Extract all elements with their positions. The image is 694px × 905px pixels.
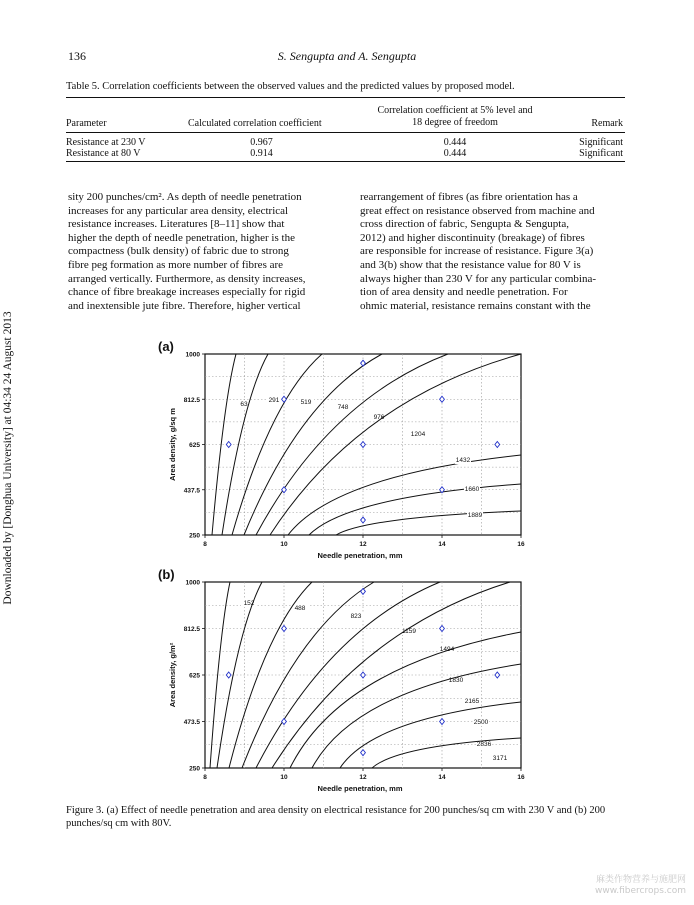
panel-b-x-axis-title: Needle penetration, mm [317,784,403,793]
panel-a-x-tick-label: 12 [359,541,367,548]
panel-b-contour-label: 1159 [402,628,416,635]
panel-b-x-tick-label: 8 [203,774,207,781]
table-cell-calculated: 0.914 [250,148,273,159]
panel-b-y-tick-label: 1000 [185,579,200,587]
text-line: are responsible for increase of resistance. Figure 3(a) [360,245,594,258]
panel-a-label: (a) [158,339,174,354]
text-line: ohmic material, resistance remains constant with the [360,299,591,312]
watermark [595,875,686,897]
page-number: 136 [68,49,86,63]
panel-a-y-tick-label: 812.5 [183,396,200,404]
table-caption: Table 5. Correlation coefficients between the observed values and the predicted values by proposed model. [66,81,515,92]
text-line: compactness (bulk density) of fabric due to strong [68,245,289,258]
table-cell-level: 0.444 [443,137,467,148]
panel-b-contour-label: 823 [350,613,362,620]
panel-a-contour-label: 1204 [410,431,426,438]
panel-a-x-tick-label: 10 [280,541,288,548]
col-header-remark: Remark [591,118,623,129]
panel-a-x-tick-label: 14 [438,541,446,548]
table-cell-level: 0.444 [443,148,467,159]
panel-b-x-tick-label: 14 [438,774,446,781]
panel-b-y-tick-label: 812.5 [183,626,200,633]
download-notice: Downloaded by [Donghua University] at 04:34 24 August 2013 [2,311,14,605]
panel-a-y-tick-label: 437.5 [183,487,200,495]
figure-caption: Figure 3. (a) Effect of needle penetration and area density on electrical resistance for 200 punches/sq cm with 230 V and (b) 200 punches/sq cm with 80V. [66,805,606,829]
panel-a-contour-label: 748 [337,404,349,411]
panel-b-contour-label: 488 [294,605,306,612]
panel-a-x-tick-label: 8 [203,541,207,548]
panel-a-contour-label: 519 [300,399,312,406]
watermark-line-1: 麻类作物营养与施肥网 [595,875,686,885]
table-cell-parameter: Resistance at 80 V [66,148,141,159]
panel-b-x-tick-label: 16 [517,774,525,781]
panel-b-x-tick-label: 12 [359,774,367,781]
text-line: 2012) and higher discontinuity (breakage) of fibres [360,231,585,244]
panel-b-y-axis-title: Area density, g/m² [168,642,177,708]
col-header-calculated: Calculated correlation coefficient [188,118,322,129]
text-line: tion of area density and needle penetration. For [360,286,568,299]
panel-b-contour-label: 1494 [439,646,455,653]
col-header-parameter: Parameter [66,118,107,129]
panel-a-y-tick-label: 250 [189,532,200,540]
panel-b-x-tick-label: 10 [280,774,288,781]
panel-b-y-tick-label: 250 [189,765,200,773]
text-line: and inextensible jute fibre. Therefore, higher vertical [68,299,301,312]
panel-a-contour-label: 1660 [464,486,480,493]
panel-b-contour-label: 2500 [473,719,489,726]
col-header-level-line1: Correlation coefficient at 5% level and [377,105,533,116]
panel-a-y-axis-title: Area density, g/sq m [168,408,177,481]
panel-b-y-tick-label: 625 [189,672,200,680]
panel-a-contour-label: 976 [373,414,385,421]
panel-b-contour-label: 152 [243,600,255,607]
panel-a-contour-label: 1432 [455,457,471,464]
panel-a-contour-label: 63 [240,401,248,408]
panel-b-contour-label: 2165 [464,698,480,705]
panel-b-contour-label: 3171 [492,755,508,762]
table-cell-remark: Significant [579,137,623,148]
text-line: and 3(b) show that the resistance value for 80 V is [360,258,581,271]
panel-b-contour-label: 1830 [448,677,464,684]
panel-a-x-tick-label: 16 [517,541,525,548]
text-line: rearrangement of fibres (as fibre orientation has a [360,191,578,203]
panel-a-contour-label: 1889 [467,512,483,519]
col-header-level-line2: 18 degree of freedom [412,117,498,128]
panel-a-y-tick-label: 1000 [185,351,200,359]
table-cell-parameter: Resistance at 230 V [66,137,146,148]
text-line: resistance increases. Literatures [8–11] show that [68,218,285,231]
text-line: fibre peg formation as more number of fibres are [68,258,284,271]
watermark-line-2: www.fibercrops.com [595,886,686,896]
panel-b-contour-label: 2836 [476,741,492,748]
panel-b-label: (b) [158,567,175,582]
panel-b-y-tick-label: 473.5 [183,719,200,726]
panel-a-y-tick-label: 625 [189,442,200,449]
table-cell-remark: Significant [579,148,623,159]
text-line: sity 200 punches/cm². As depth of needle penetration [68,191,302,203]
text-line: chance of fibre breakage increases especially for rigid [68,286,306,299]
running-title: S. Sengupta and A. Sengupta [277,49,417,63]
text-line: great effect on resistance observed from machine and [360,204,595,217]
text-line: cross direction of fabric, Sengupta & Sengupta, [360,218,569,231]
panel-a-contour-label: 291 [268,397,280,404]
panel-a-x-axis-title: Needle penetration, mm [317,551,403,560]
text-line: arranged vertically. Furthermore, as density increases, [68,272,306,285]
text-line: always higher than 230 V for any particular combina- [360,272,597,285]
text-line: higher the depth of needle penetration, higher is the [68,231,295,244]
text-line: increases for any particular area density, electrical [68,204,289,217]
table-cell-calculated: 0.967 [250,137,273,148]
